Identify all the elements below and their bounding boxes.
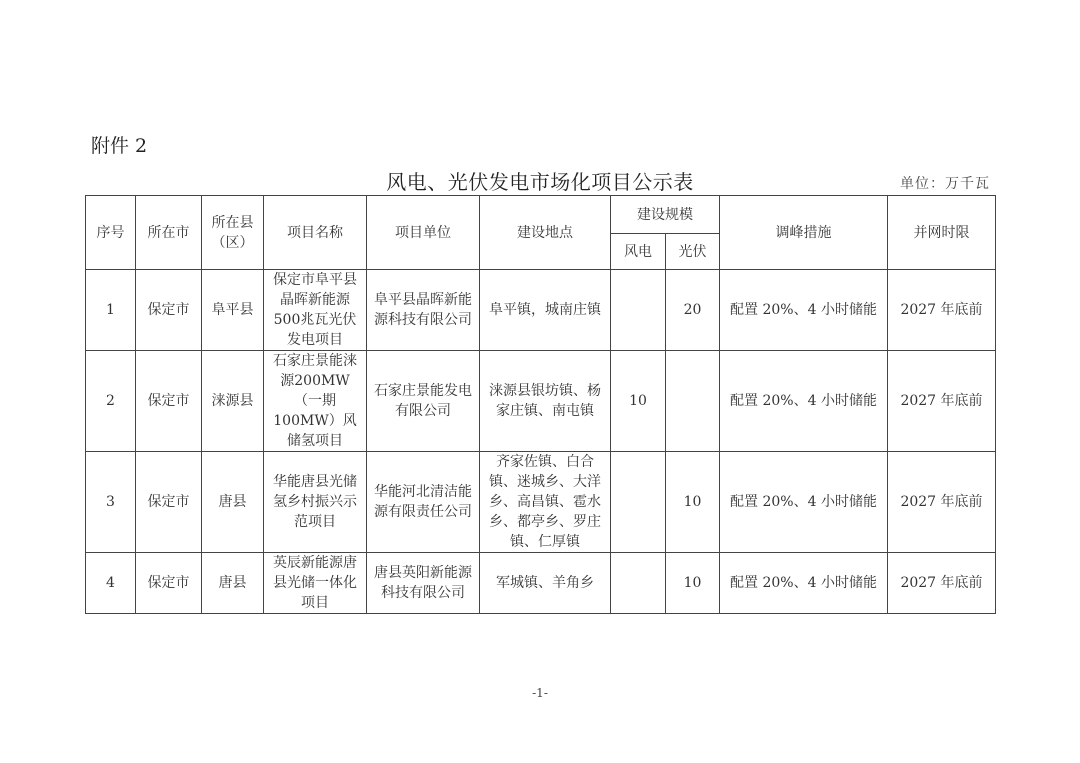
cell-location: 涞源县银坊镇、杨家庄镇、南屯镇 bbox=[480, 351, 611, 452]
header-seq: 序号 bbox=[86, 196, 136, 270]
cell-peak-measure: 配置 20%、4 小时储能 bbox=[720, 351, 888, 452]
cell-project-name: 石家庄景能涞源200MW（一期100MW）风储氢项目 bbox=[264, 351, 367, 452]
table-row bbox=[86, 270, 996, 351]
cell-county: 阜平县 bbox=[202, 270, 264, 351]
header-solar: 光伏 bbox=[666, 234, 720, 270]
table-row bbox=[86, 452, 996, 553]
header-location: 建设地点 bbox=[480, 196, 611, 270]
header-county: 所在县（区） bbox=[202, 196, 264, 270]
cell-solar: 10 bbox=[666, 553, 720, 614]
header-project-name: 项目名称 bbox=[264, 196, 367, 270]
table-row bbox=[86, 351, 996, 452]
project-table bbox=[85, 195, 996, 614]
unit-label: 单位：万千瓦 bbox=[900, 176, 990, 192]
table-row bbox=[86, 553, 996, 614]
cell-solar: 20 bbox=[666, 270, 720, 351]
cell-location: 齐家佐镇、白合镇、迷城乡、大洋乡、高昌镇、雹水乡、都亭乡、罗庄镇、仁厚镇 bbox=[480, 452, 611, 553]
cell-city: 保定市 bbox=[136, 553, 202, 614]
cell-seq: 2 bbox=[86, 351, 136, 452]
header-scale: 建设规模 bbox=[611, 196, 720, 234]
cell-grid-deadline: 2027 年底前 bbox=[888, 351, 996, 452]
cell-wind bbox=[611, 553, 666, 614]
cell-solar: 10 bbox=[666, 452, 720, 553]
cell-city: 保定市 bbox=[136, 452, 202, 553]
cell-county: 涞源县 bbox=[202, 351, 264, 452]
cell-project-unit: 华能河北清洁能源有限责任公司 bbox=[367, 452, 480, 553]
cell-location: 阜平镇，城南庄镇 bbox=[480, 270, 611, 351]
header-city: 所在市 bbox=[136, 196, 202, 270]
cell-project-name: 华能唐县光储氢乡村振兴示范项目 bbox=[264, 452, 367, 553]
header-project-unit: 项目单位 bbox=[367, 196, 480, 270]
cell-peak-measure: 配置 20%、4 小时储能 bbox=[720, 270, 888, 351]
cell-wind: 10 bbox=[611, 351, 666, 452]
cell-grid-deadline: 2027 年底前 bbox=[888, 452, 996, 553]
cell-wind bbox=[611, 452, 666, 553]
cell-project-name: 保定市阜平县晶晖新能源500兆瓦光伏发电项目 bbox=[264, 270, 367, 351]
cell-seq: 3 bbox=[86, 452, 136, 553]
cell-seq: 1 bbox=[86, 270, 136, 351]
cell-county: 唐县 bbox=[202, 452, 264, 553]
cell-project-unit: 阜平县晶晖新能源科技有限公司 bbox=[367, 270, 480, 351]
header-peak-measure: 调峰措施 bbox=[720, 196, 888, 270]
cell-grid-deadline: 2027 年底前 bbox=[888, 270, 996, 351]
document-title: 风电、光伏发电市场化项目公示表 bbox=[386, 170, 694, 194]
cell-project-unit: 石家庄景能发电有限公司 bbox=[367, 351, 480, 452]
cell-solar bbox=[666, 351, 720, 452]
cell-city: 保定市 bbox=[136, 351, 202, 452]
cell-project-name: 英辰新能源唐县光储一体化项目 bbox=[264, 553, 367, 614]
cell-project-unit: 唐县英阳新能源科技有限公司 bbox=[367, 553, 480, 614]
cell-city: 保定市 bbox=[136, 270, 202, 351]
cell-seq: 4 bbox=[86, 553, 136, 614]
cell-grid-deadline: 2027 年底前 bbox=[888, 553, 996, 614]
cell-location: 军城镇、羊角乡 bbox=[480, 553, 611, 614]
cell-county: 唐县 bbox=[202, 553, 264, 614]
page-number: -1- bbox=[532, 686, 548, 700]
header-grid-deadline: 并网时限 bbox=[888, 196, 996, 270]
attachment-label: 附件 2 bbox=[91, 135, 148, 157]
header-wind: 风电 bbox=[611, 234, 666, 270]
cell-wind bbox=[611, 270, 666, 351]
cell-peak-measure: 配置 20%、4 小时储能 bbox=[720, 553, 888, 614]
cell-peak-measure: 配置 20%、4 小时储能 bbox=[720, 452, 888, 553]
